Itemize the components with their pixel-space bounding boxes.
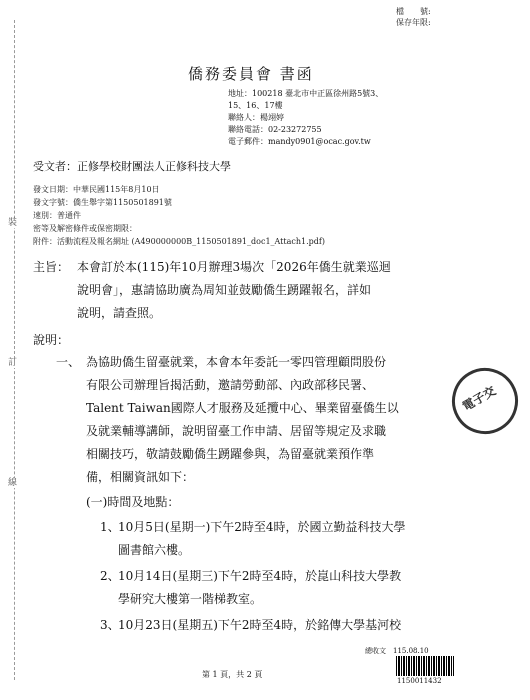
subject-line-1: 本會訂於本(115)年10月辦理3場次「2026年僑生就業巡迴 [77,260,391,274]
subject-label: 主旨： [33,260,70,274]
item-1-marker: 一、 [56,355,81,369]
session-2-number: 2、 [100,569,120,583]
sender-address-1: 地址：100218 臺北市中正區徐州路5號3、 [228,89,384,98]
document-number: 發文字號：僑生舉字第1150501891號 [33,198,172,207]
item-1-line-2: 有限公司辦理旨揭活動，邀請勞動部、內政部移民署、 [86,378,375,392]
session-1-line-1: 10月5日(星期一)下午2時至4時，於國立勤益科技大學 [118,520,406,534]
sender-phone: 聯絡電話：02-23272755 [228,125,322,134]
subject-line-3: 說明，請查照。 [77,306,162,320]
session-2-line-1: 10月14日(星期三)下午2時至4時，於崑山科技大學教 [118,569,402,583]
page-footer: 第 1 頁，共 2 頁 [202,670,263,679]
session-3-number: 3、 [100,618,120,632]
binding-mark-line: 線 [8,478,18,488]
binding-line [14,20,15,680]
recipient: 受文者：正修學校財團法人正修科技大學 [33,160,231,173]
stamp-text: 電子交 [459,383,499,414]
session-2-line-2: 學研究大樓第一階梯教室。 [118,592,263,606]
explanation-label: 說明： [33,333,70,347]
sender-contact: 聯絡人：楊翊婷 [228,113,284,122]
secrecy-level: 密等及解密條件或保密期限： [33,224,137,233]
session-1-number: 1、 [100,520,120,534]
receipt-stamp: 總收文 115.08.10 [365,647,429,655]
file-number-label: 檔 號: [396,7,431,16]
item-1-line-6: 備，相關資訊如下： [86,470,195,484]
binding-mark-sew: 訂 [8,358,18,368]
item-1-line-4: 及就業輔導講師，說明留臺工作申請、居留等規定及求職 [86,424,387,438]
sender-address-2: 15、16、17樓 [228,101,283,110]
attachment-info: 附件：活動流程及報名網址 (A490000000B_1150501891_doc1_Attach1.pdf) [33,237,325,246]
barcode [396,656,454,676]
item-1-line-3: Talent Taiwan國際人才服務及延攬中心、畢業留臺僑生以 [86,401,399,415]
session-3-line-1: 10月23日(星期五)下午2時至4時，於銘傳大學基河校 [118,618,402,632]
delivery-speed: 速別：普通件 [33,211,81,220]
sender-email: 電子郵件：mandy0901@ocac.gov.tw [228,137,371,146]
item-1-line-5: 相關技巧，敬請鼓勵僑生踴躍參與，為留臺就業預作準 [86,447,375,461]
electronic-document-stamp [440,356,530,446]
item-1-line-1: 為協助僑生留臺就業，本會本年委託一零四管理顧問股份 [86,355,387,369]
subsection-heading: (一)時間及地點： [86,495,180,509]
binding-mark-fold: 裝 [8,218,18,228]
document-title: 僑務委員會 書函 [188,65,314,83]
retention-label: 保存年限: [396,18,431,27]
barcode-number: 1150011432 [397,677,442,685]
issue-date: 發文日期：中華民國115年8月10日 [33,185,160,194]
subject-line-2: 說明會」，惠請協助廣為周知並鼓勵僑生踴躍報名，詳如 [77,283,372,297]
session-1-line-2: 圖書館六樓。 [118,543,191,557]
